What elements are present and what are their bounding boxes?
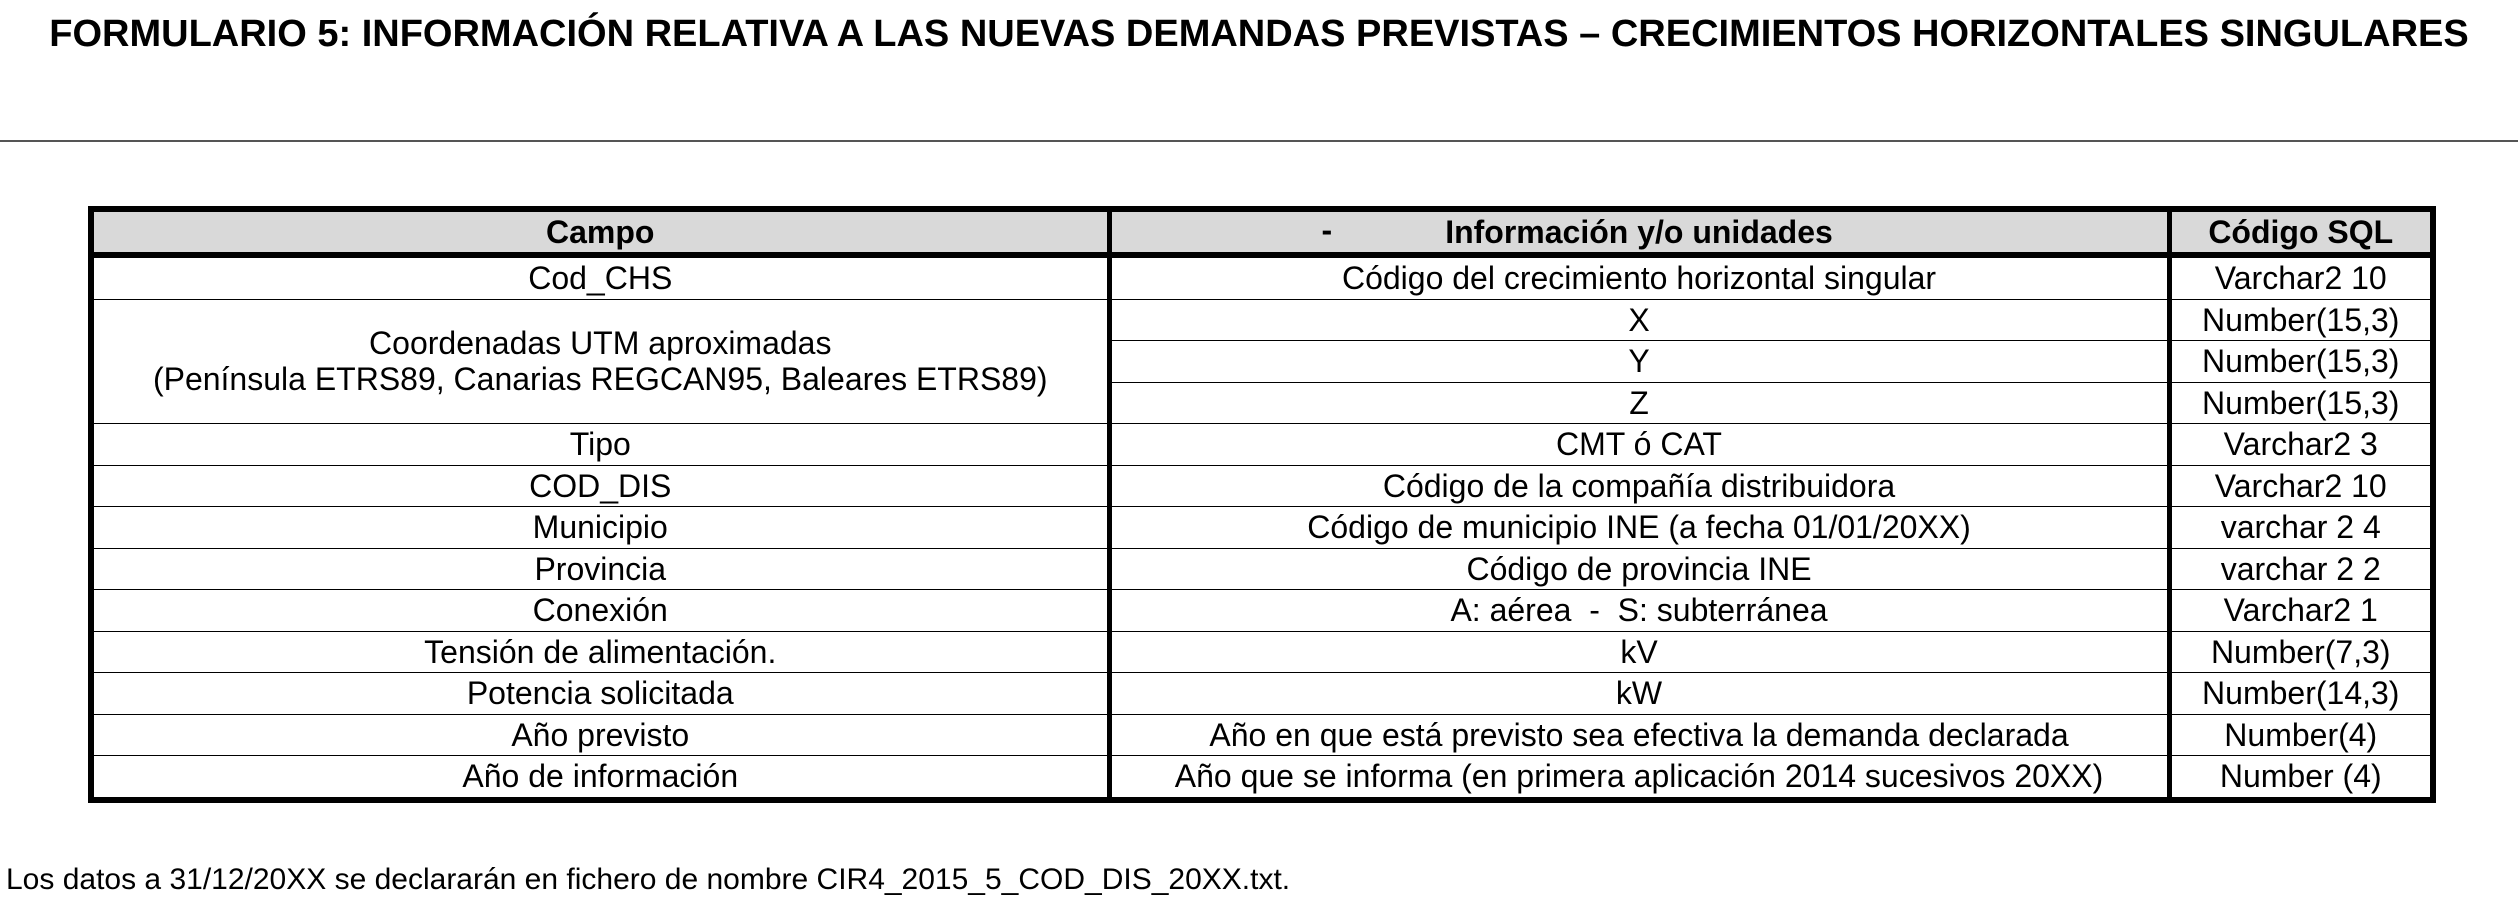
header-info-label: Información y/o unidades (1445, 214, 1833, 250)
table-row-provincia (91, 548, 2433, 590)
cell-campo: Conexión (91, 590, 1109, 632)
table-row-ano-informacion (91, 756, 2433, 800)
table-row-potencia (91, 673, 2433, 715)
cell-sql: Varchar2 3 (2169, 424, 2433, 466)
table-header-row (91, 209, 2433, 255)
cell-sql: Number(7,3) (2169, 631, 2433, 673)
cell-info: Código del crecimiento horizontal singular (1109, 255, 2169, 299)
cell-info: kV (1109, 631, 2169, 673)
cell-sql: Number(14,3) (2169, 673, 2433, 715)
document-header (0, 0, 2518, 142)
cell-campo: Cod_CHS (91, 255, 1109, 299)
header-codigo-sql: Código SQL (2169, 209, 2433, 255)
cell-info: Código de provincia INE (1109, 548, 2169, 590)
cell-sql: varchar 2 4 (2169, 507, 2433, 549)
cell-info: Código de la compañía distribuidora (1109, 465, 2169, 507)
table-row-cod-dis (91, 465, 2433, 507)
header-info (1109, 209, 2169, 255)
cell-info: CMT ó CAT (1109, 424, 2169, 466)
cell-campo: Año previsto (91, 714, 1109, 756)
table-row-ano-previsto (91, 714, 2433, 756)
cell-campo: Potencia solicitada (91, 673, 1109, 715)
cell-info: Código de municipio INE (a fecha 01/01/20XX) (1109, 507, 2169, 549)
fields-table (88, 206, 2436, 803)
table-row-municipio (91, 507, 2433, 549)
cell-sql: Varchar2 1 (2169, 590, 2433, 632)
footnote: Los datos a 31/12/20XX se declararán en fichero de nombre CIR4_2015_5_COD_DIS_20XX.txt. (6, 863, 1291, 896)
table-row-conexion (91, 590, 2433, 632)
cell-info: Año en que está previsto sea efectiva la demanda declarada (1109, 714, 2169, 756)
cell-sql: Varchar2 10 (2169, 255, 2433, 299)
cell-sql: Varchar2 10 (2169, 465, 2433, 507)
cell-campo: Tipo (91, 424, 1109, 466)
cell-info: A: aérea - S: subterránea (1109, 590, 2169, 632)
cell-info-z: Z (1109, 382, 2169, 424)
cell-campo-coordenadas (91, 299, 1109, 424)
cell-campo: Provincia (91, 548, 1109, 590)
cell-sql: varchar 2 2 (2169, 548, 2433, 590)
table-row-tipo (91, 424, 2433, 466)
header-info-dash: - (1321, 212, 1333, 248)
coordenadas-line-1: Coordenadas UTM aproximadas (369, 325, 832, 362)
cell-campo: Tensión de alimentación. (91, 631, 1109, 673)
cell-info: Año que se informa (en primera aplicación 2014 sucesivos 20XX) (1109, 756, 2169, 800)
cell-info-y: Y (1109, 341, 2169, 383)
cell-sql: Number (4) (2169, 756, 2433, 800)
cell-info: kW (1109, 673, 2169, 715)
document-title: FORMULARIO 5: INFORMACIÓN RELATIVA A LAS NUEVAS DEMANDAS PREVISTAS – CRECIMIENTOS HORIZONTALES SINGULARES (49, 13, 2469, 55)
cell-campo: COD_DIS (91, 465, 1109, 507)
coordenadas-line-2: (Península ETRS89, Canarias REGCAN95, Baleares ETRS89) (152, 361, 1048, 398)
cell-sql-z: Number(15,3) (2169, 382, 2433, 424)
table-row-coord-x (91, 299, 2433, 341)
cell-campo: Municipio (91, 507, 1109, 549)
cell-campo: Año de información (91, 756, 1109, 800)
cell-sql-x: Number(15,3) (2169, 299, 2433, 341)
cell-info-x: X (1109, 299, 2169, 341)
header-campo: Campo (91, 209, 1109, 255)
cell-sql: Number(4) (2169, 714, 2433, 756)
fields-table-container (88, 206, 2430, 803)
cell-sql-y: Number(15,3) (2169, 341, 2433, 383)
table-row-tension (91, 631, 2433, 673)
table-row-cod-chs (91, 255, 2433, 299)
